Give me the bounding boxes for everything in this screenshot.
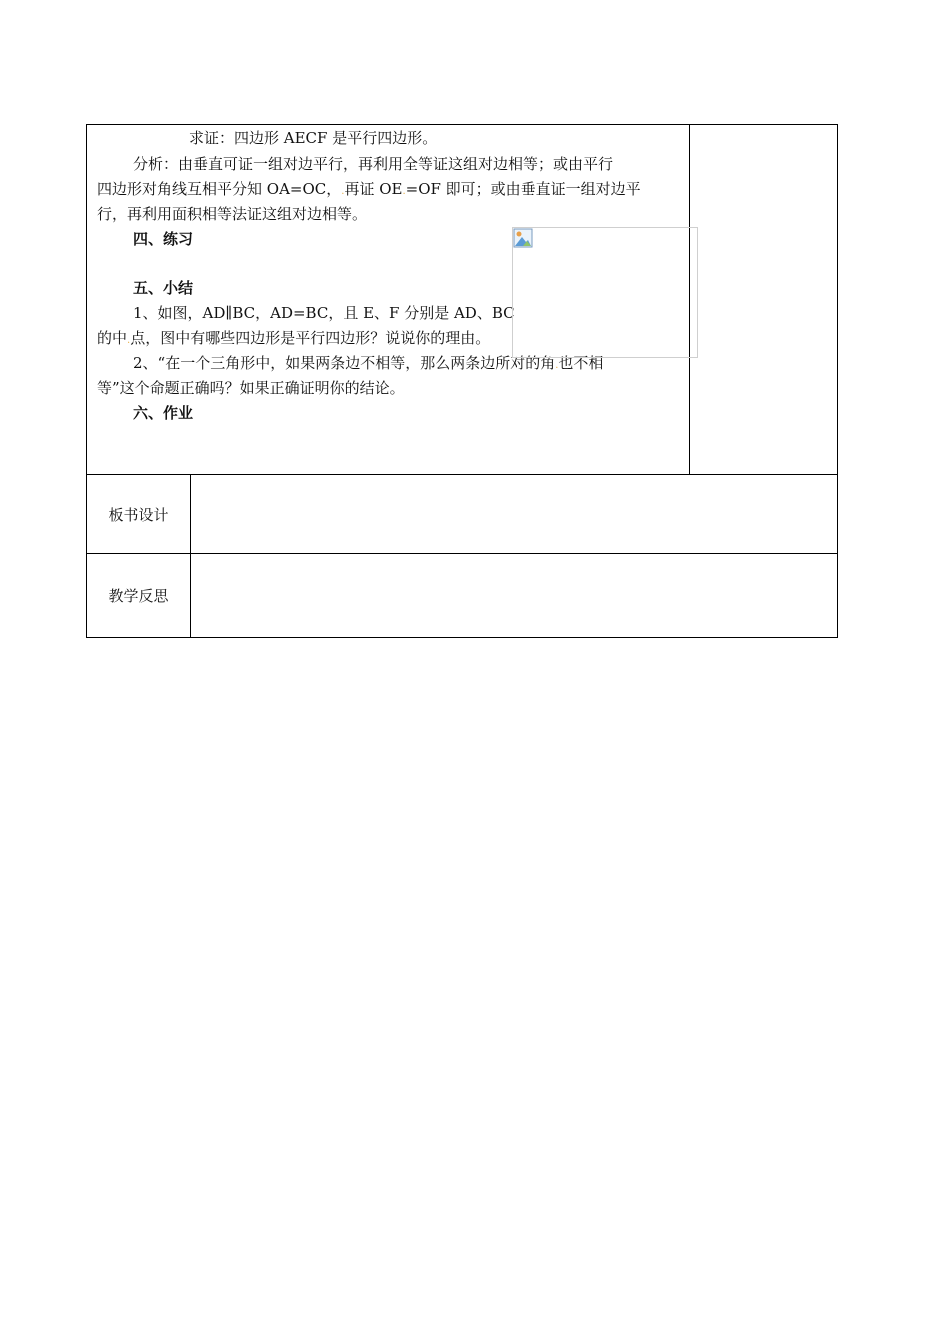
reflection-label: 教学反思 [87,554,191,638]
marker-dot: . [555,360,559,371]
marker-dot: . [341,186,345,197]
board-design-content [191,475,838,554]
lesson-content-cell [87,125,690,475]
summary-item-2-line-1: 2、“在一个三角形中，如果两条边不相等，那么两条边所对的角.也不相 [133,354,604,372]
figure-placeholder [512,227,698,358]
summary-item-1-line-2: 的中.点，图中有哪些四边形是平行四边形？说说你的理由。 [97,329,491,347]
summary-item-2-line-2: 等”这个命题正确吗？如果正确证明你的结论。 [97,379,405,397]
reflection-content [191,554,838,638]
analysis-line-3: 行，再利用面积相等法证这组对边相等。 [97,205,368,223]
heading-homework: 六、作业 [133,404,194,422]
heading-summary: 五、小结 [133,279,194,297]
board-design-label: 板书设计 [87,475,191,554]
analysis-line-2: 四边形对角线互相平分知 OA=OC，.再证 OE.=OF 即可；或由垂直证一组对边平 [97,180,641,198]
summary-item-1-line-1: 1、如图，AD∥BC，AD=BC，且 E、F 分别是 AD、BC [133,304,515,322]
analysis-line-1: 分析：由垂直可证一组对边平行，再利用全等证这组对边相等；或由平行 [133,155,614,173]
heading-practice: 四、练习 [133,230,194,248]
lesson-table [86,124,838,638]
broken-image-icon [513,228,533,248]
proof-statement: 求证：四边形 AECF 是平行四边形。 [189,129,438,147]
marker-dot: . [402,186,406,197]
side-notes-cell [690,125,838,475]
marker-dot: . [127,335,131,346]
